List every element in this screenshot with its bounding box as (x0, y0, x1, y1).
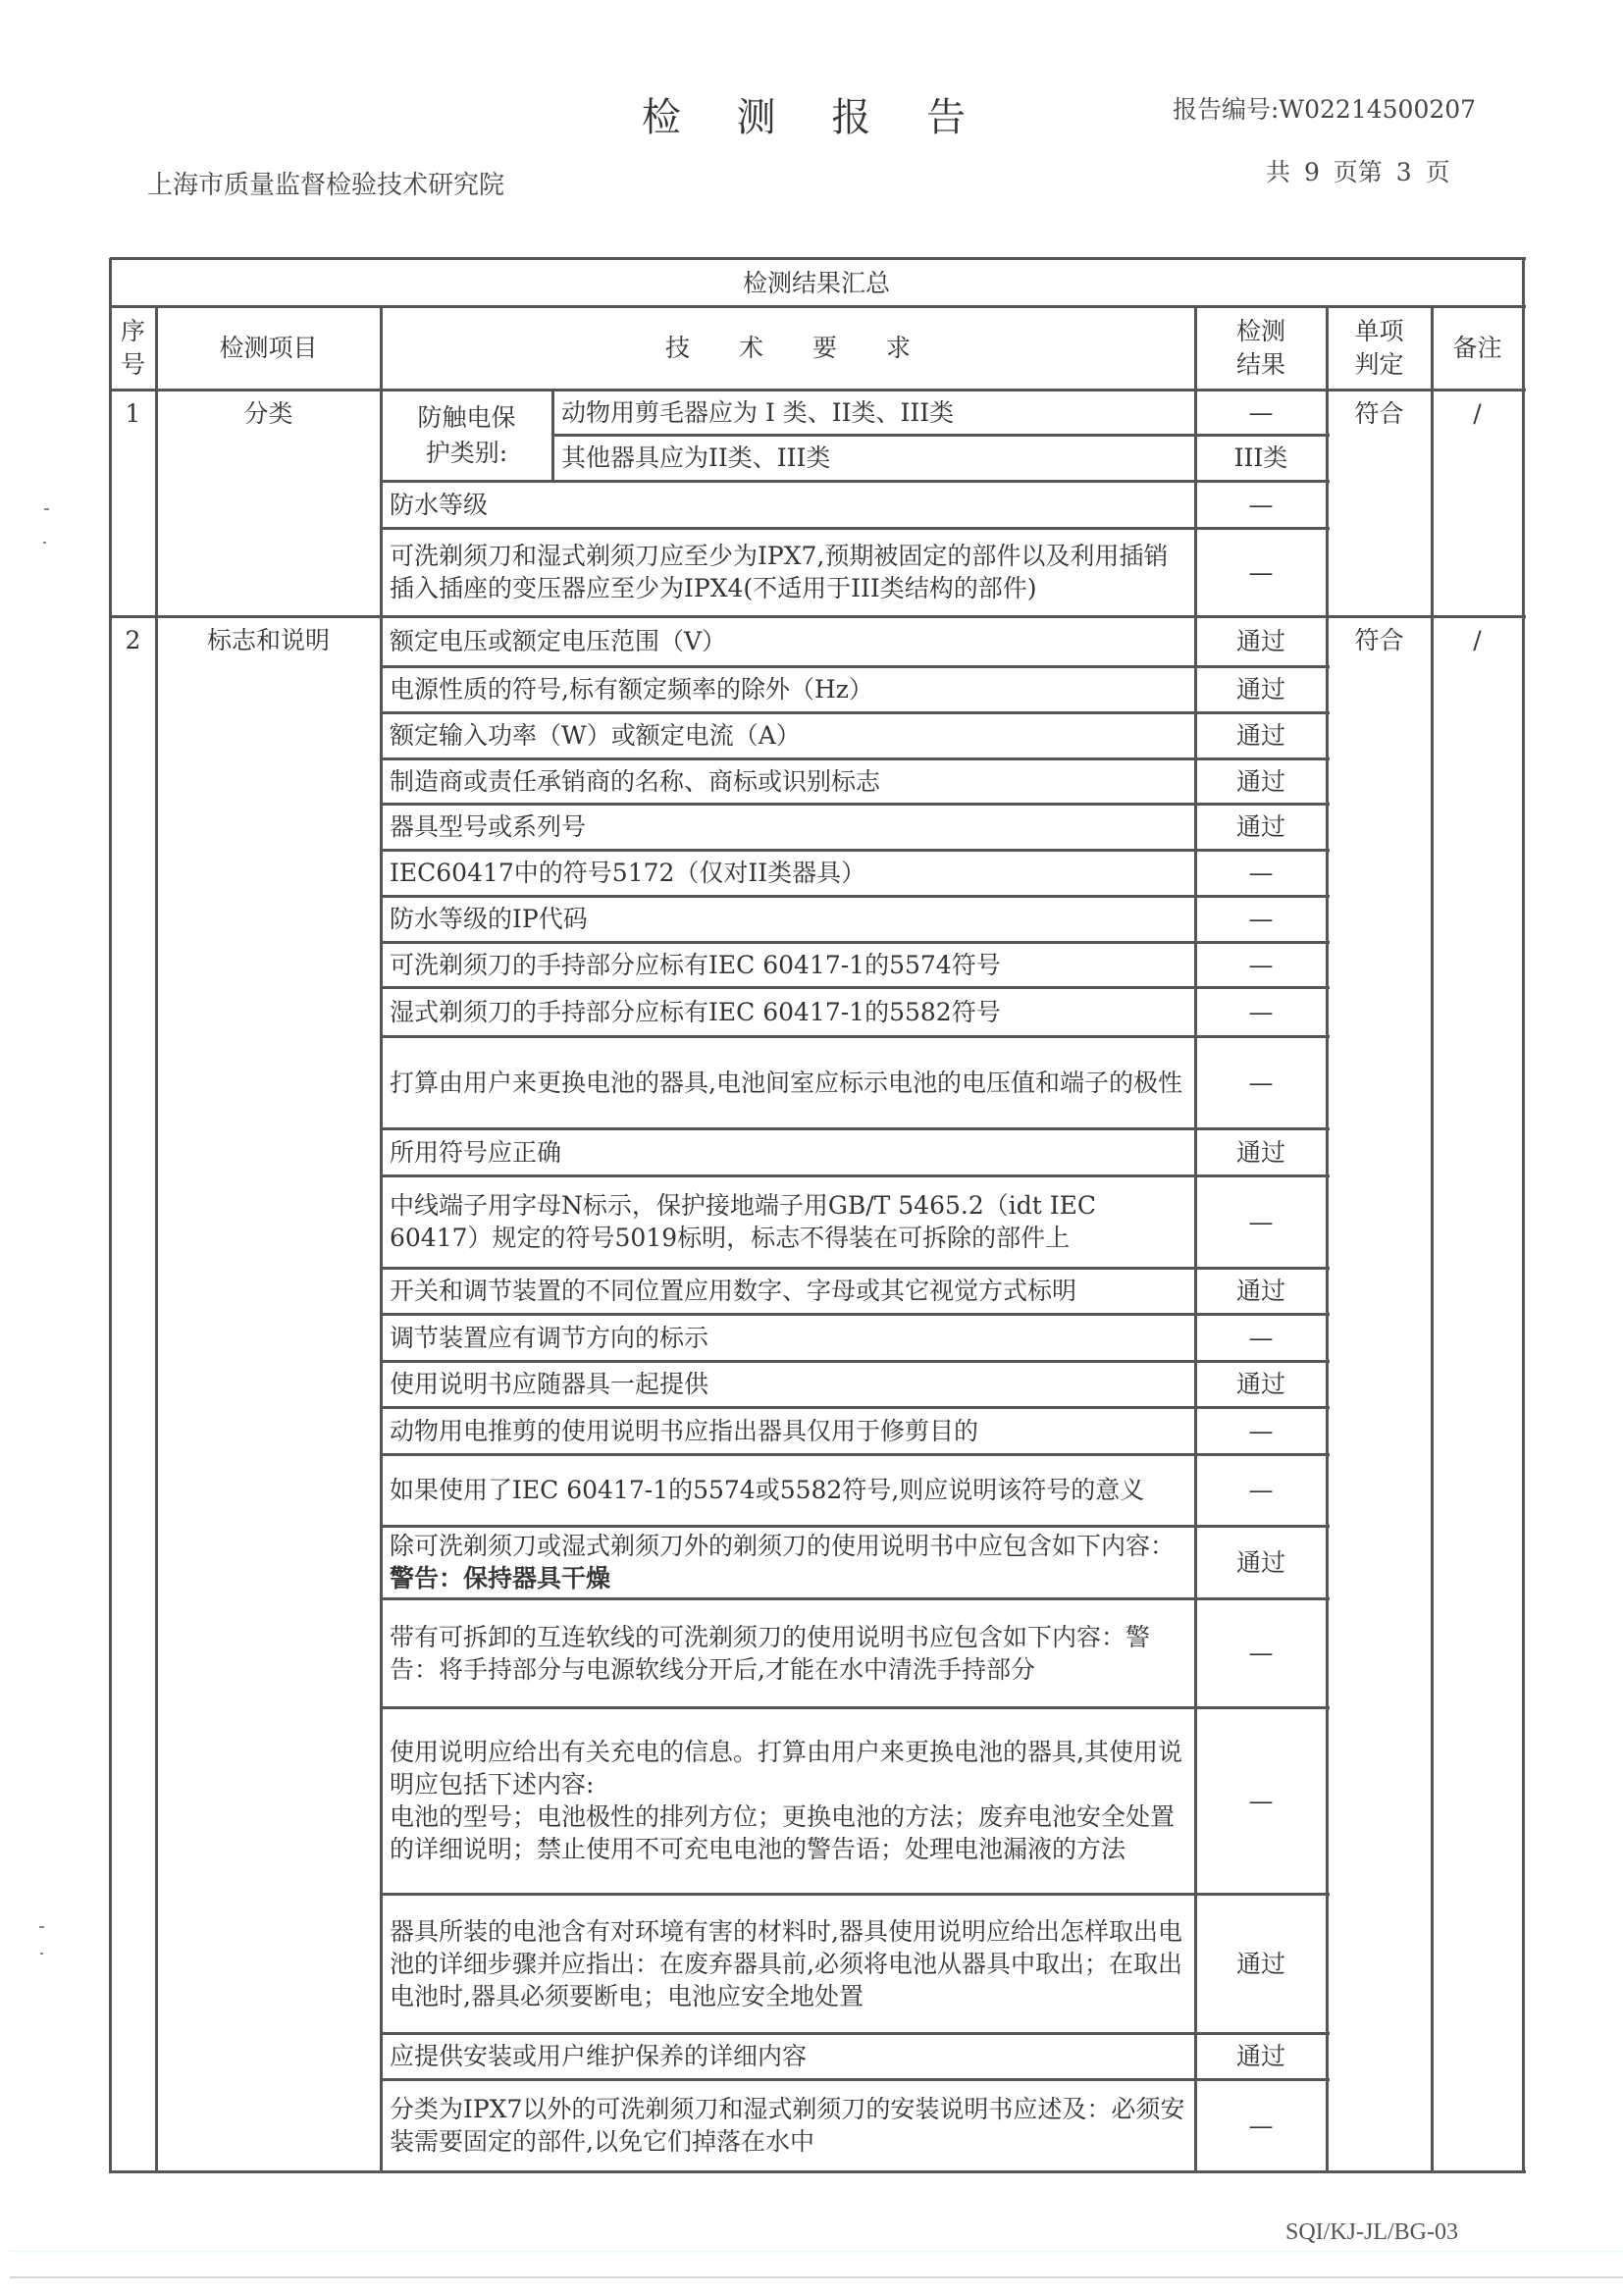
requirement-cell (381, 1454, 1195, 1526)
requirement-text (390, 1621, 1189, 1686)
requirement-cell (381, 1707, 1195, 1894)
grid-line-horizontal (110, 305, 1526, 308)
result-cell: — (1248, 1416, 1274, 1445)
requirement-paragraph: 电池的型号；电池极性的排列方位；更换电池的方法；废弃电池安全处置的详细说明；禁止使用不可充电电池的警告语；处理电池漏液的方法 (390, 1802, 1176, 1863)
requirement-cell (381, 942, 1195, 987)
grid-line-horizontal (381, 895, 1330, 898)
requirement-cell (381, 1526, 1195, 1598)
result-cell: — (1248, 2111, 1274, 2140)
requirement-text-normal: 如果使用了IEC 60417-1的5574或5582符号,则应说明该符号的意义 (390, 1476, 1145, 1504)
grid-line-horizontal (381, 1706, 1330, 1709)
requirement-cell (381, 2079, 1195, 2171)
header-judgement (1327, 306, 1432, 390)
page-info: 共 9 页第 3 页 (1266, 158, 1450, 186)
grid-line-vertical (1431, 306, 1434, 2173)
requirement-text-normal: 电源性质的符号,标有额定频率的除外（Hz） (390, 675, 873, 704)
result-cell: — (1248, 905, 1274, 933)
requirement-cell (381, 850, 1195, 896)
grid-line-horizontal (381, 1597, 1330, 1600)
section-2-judgement: 符合 (1354, 626, 1404, 654)
grid-line-horizontal (381, 1035, 1330, 1038)
result-cell: — (1248, 397, 1274, 427)
scan-speck (44, 508, 49, 510)
requirement-text-normal: 除可洗剃须刀或湿式剃须刀外的剃须刀的使用说明书中应包含如下内容： (390, 1532, 1176, 1560)
requirement-paragraph: 使用说明应给出有关充电的信息。打算由用户来更换电池的器具,其使用说明应包括下述内容: (390, 1738, 1182, 1799)
requirement-cell: 其他器具应为II类、III类 (561, 444, 831, 472)
header-judgement-line1: 单项 (1354, 316, 1404, 345)
grid-line-horizontal (110, 615, 1526, 618)
requirement-text-normal: 应提供安装或用户维护保养的详细内容 (390, 2042, 808, 2070)
requirement-text (390, 810, 586, 843)
requirement-text (390, 1530, 1189, 1594)
table-caption: 检测结果汇总 (742, 268, 890, 297)
requirement-text (390, 2093, 1189, 2158)
header-result (1195, 306, 1327, 390)
result-cell: — (1248, 997, 1274, 1026)
result-cell: — (1248, 490, 1274, 519)
grid-line-vertical (155, 306, 158, 2173)
institute-name: 上海市质量监督检验技术研究院 (147, 171, 505, 200)
requirement-text-normal: 打算由用户来更换电池的器具,电池间室应标示电池的电压值和端子的极性 (390, 1068, 1182, 1097)
requirement-text (390, 2040, 807, 2072)
result-cell: 通过 (1235, 1137, 1285, 1167)
requirement-text-normal: 防水等级的IP代码 (390, 905, 588, 933)
scan-speck (39, 1926, 44, 1928)
requirement-text (390, 1736, 1189, 1865)
requirement-cell (381, 1361, 1195, 1407)
requirement-text-normal: 调节装置应有调节方向的标示 (390, 1323, 709, 1352)
requirement-cell (381, 1314, 1195, 1361)
requirement-cell (381, 1175, 1195, 1268)
grid-line-horizontal (381, 1453, 1330, 1456)
scan-speck (40, 1953, 43, 1955)
requirement-text (390, 719, 801, 752)
header-result-line1: 检测 (1235, 316, 1285, 345)
requirement-text-normal: 分类为IPX7以外的可洗剃须刀和湿式剃须刀的安装说明书应述及：必须安装需要固定的部件,以免它们掉落在水中 (390, 2095, 1185, 2156)
requirement-text-normal: 动物用电推剪的使用说明书应指出器具仅用于修剪目的 (390, 1416, 979, 1445)
requirement-text (390, 765, 880, 798)
grid-line-horizontal (381, 849, 1330, 852)
header-requirement: 技 术 要 求 (664, 334, 911, 362)
requirement-text (390, 625, 726, 657)
section-2-remark: / (1473, 626, 1482, 654)
header-judgement-line2: 判定 (1354, 349, 1404, 379)
requirement-cell (381, 1407, 1195, 1454)
header-remark: 备注 (1452, 334, 1502, 362)
grid-line-horizontal (381, 1313, 1330, 1316)
result-cell: — (1248, 1476, 1274, 1504)
result-cell: 通过 (1235, 1547, 1285, 1577)
requirement-text (390, 1915, 1189, 2012)
header-seq-line2: 号 (120, 349, 145, 379)
header-seq-line1: 序 (120, 316, 145, 345)
grid-line-horizontal (381, 1893, 1330, 1896)
grid-line-vertical (1522, 258, 1525, 2173)
grid-line-vertical (109, 258, 112, 2173)
requirement-cell (381, 758, 1195, 804)
grid-line-horizontal (381, 480, 1330, 483)
requirement-text-normal: 中线端子用字母N标示，保护接地端子用GB/T 5465.2（idt IEC 60417）规定的符号5019标明，标志不得装在可拆除的部件上 (390, 1191, 1096, 1252)
requirement-cell (381, 666, 1195, 712)
requirement-text (390, 1136, 561, 1169)
requirement-cell (381, 1894, 1195, 2033)
grid-line-horizontal (381, 757, 1330, 760)
requirement-cell (381, 1128, 1195, 1175)
requirement-cell: 动物用剪毛器应为 I 类、II类、III类 (561, 397, 955, 427)
result-cell: 通过 (1235, 812, 1285, 841)
result-cell: — (1248, 1323, 1274, 1352)
grid-line-horizontal (381, 711, 1330, 714)
result-cell: — (1248, 1639, 1274, 1667)
requirement-text-normal: 所用符号应正确 (390, 1137, 562, 1167)
header-result-line2: 结果 (1235, 349, 1285, 379)
result-cell: 通过 (1235, 721, 1285, 750)
requirement-text-normal: 可洗剃须刀的手持部分应标有IEC 60417-1的5574符号 (390, 950, 1001, 979)
scan-artifact-line (10, 2276, 1623, 2278)
requirement-cell (381, 2033, 1195, 2079)
result-cell: — (1248, 1207, 1274, 1236)
result-cell: — (1248, 859, 1274, 887)
section-2-item: 标志和说明 (206, 626, 330, 654)
document-title: 检 测 报 告 (641, 95, 988, 140)
grid-line-horizontal (110, 257, 1526, 260)
grid-line-horizontal (381, 1360, 1330, 1363)
requirement-text (390, 857, 865, 889)
grid-line-horizontal (381, 1174, 1330, 1177)
requirement-text-normal: 带有可拆卸的互连软线的可洗剃须刀的使用说明书应包含如下内容：警告：将手持部分与电源软线分开后,才能在水中清洗手持部分 (390, 1622, 1151, 1684)
requirement-text-normal: 额定输入功率（W）或额定电流（A） (390, 721, 801, 750)
grid-line-horizontal (381, 2032, 1330, 2035)
header-item: 检测项目 (219, 334, 318, 362)
requirement-cell: 可洗剃须刀和湿式剃须刀应至少为IPX7,预期被固定的部件以及利用插销插入插座的变压器应至少为IPX4(不适用于III类结构的部件) (390, 542, 1169, 602)
result-cell: 通过 (1235, 627, 1285, 655)
requirement-text (390, 1189, 1189, 1254)
grid-line-horizontal (381, 1406, 1330, 1409)
requirement-text-normal: 湿式剃须刀的手持部分应标有IEC 60417-1的5582符号 (390, 997, 1001, 1026)
requirement-text-normal: 额定电压或额定电压范围（V） (390, 627, 727, 655)
grid-line-horizontal (381, 527, 1330, 530)
group-label-line2: 护类别: (425, 438, 508, 467)
requirement-text (390, 903, 588, 935)
result-cell: 通过 (1235, 1370, 1285, 1398)
form-code: SQI/KJ-JL/BG-03 (1285, 2219, 1459, 2245)
grid-line-horizontal (381, 665, 1330, 668)
result-cell: 通过 (1235, 2042, 1285, 2070)
section-1-group-label (381, 390, 552, 481)
section-1-item: 分类 (243, 399, 293, 428)
group-label-line1: 防触电保 (417, 402, 516, 432)
result-cell: 通过 (1235, 675, 1285, 704)
result-cell: 通过 (1235, 1949, 1285, 1978)
result-cell: III类 (1233, 444, 1288, 472)
requirement-text (390, 1275, 1076, 1307)
requirement-text (390, 1322, 708, 1354)
grid-line-horizontal (381, 1267, 1330, 1270)
requirement-cell (381, 1268, 1195, 1314)
warning-text-bold: 警告：保持器具干燥 (390, 1564, 611, 1592)
result-cell: 通过 (1235, 766, 1285, 796)
scan-artifact-line (10, 2251, 1623, 2252)
requirement-cell (381, 616, 1195, 666)
section-1-remark: / (1473, 399, 1482, 428)
requirement-text (390, 1067, 1182, 1099)
result-cell: 通过 (1235, 1277, 1285, 1305)
requirement-cell (381, 896, 1195, 942)
requirement-text-normal: 器具所装的电池含有对环境有害的材料时,器具使用说明应给出怎样取出电池的详细步骤并应指出：在废弃器具前,必须将电池从器具中取出；在取出电池时,器具必须要断电；电池应安全地处置 (390, 1916, 1182, 2010)
grid-line-horizontal (381, 1127, 1330, 1130)
requirement-text (390, 1368, 708, 1400)
section-1-seq: 1 (125, 399, 141, 428)
grid-line-horizontal (110, 389, 1526, 391)
requirement-text (390, 996, 1001, 1028)
result-cell: — (1248, 950, 1274, 979)
requirement-cell (381, 712, 1195, 758)
requirement-text (390, 1415, 978, 1447)
requirement-cell (381, 804, 1195, 850)
requirement-text-normal: 器具型号或系列号 (390, 812, 587, 841)
requirement-text (390, 1474, 1144, 1506)
grid-line-horizontal (381, 986, 1330, 989)
section-2-seq: 2 (125, 626, 141, 654)
requirement-text (390, 949, 1001, 981)
result-cell: — (1248, 1068, 1274, 1097)
requirement-cell (381, 1598, 1195, 1707)
requirement-text-normal: 使用说明书应随器具一起提供 (390, 1370, 709, 1398)
grid-line-horizontal (381, 1525, 1330, 1528)
requirement-cell (381, 987, 1195, 1036)
requirement-cell: 防水等级 (390, 490, 489, 519)
scan-speck (43, 542, 46, 544)
requirement-cell (381, 1036, 1195, 1128)
grid-line-horizontal (381, 803, 1330, 806)
grid-line-horizontal (552, 434, 1330, 437)
result-cell: — (1248, 1786, 1274, 1815)
requirement-text (390, 673, 873, 705)
result-cell: — (1248, 557, 1274, 587)
requirement-text-normal: IEC60417中的符号5172（仅对II类器具） (390, 859, 866, 887)
requirement-text-normal: 开关和调节装置的不同位置应用数字、字母或其它视觉方式标明 (390, 1277, 1077, 1305)
report-number: 报告编号:W02214500207 (1173, 95, 1477, 124)
requirement-text-normal: 制造商或责任承销商的名称、商标或识别标志 (390, 766, 881, 796)
grid-line-horizontal (381, 941, 1330, 944)
header-seq (110, 306, 156, 390)
grid-line-horizontal (110, 2170, 1526, 2173)
section-1-judgement: 符合 (1354, 399, 1404, 428)
grid-line-horizontal (381, 2078, 1330, 2081)
